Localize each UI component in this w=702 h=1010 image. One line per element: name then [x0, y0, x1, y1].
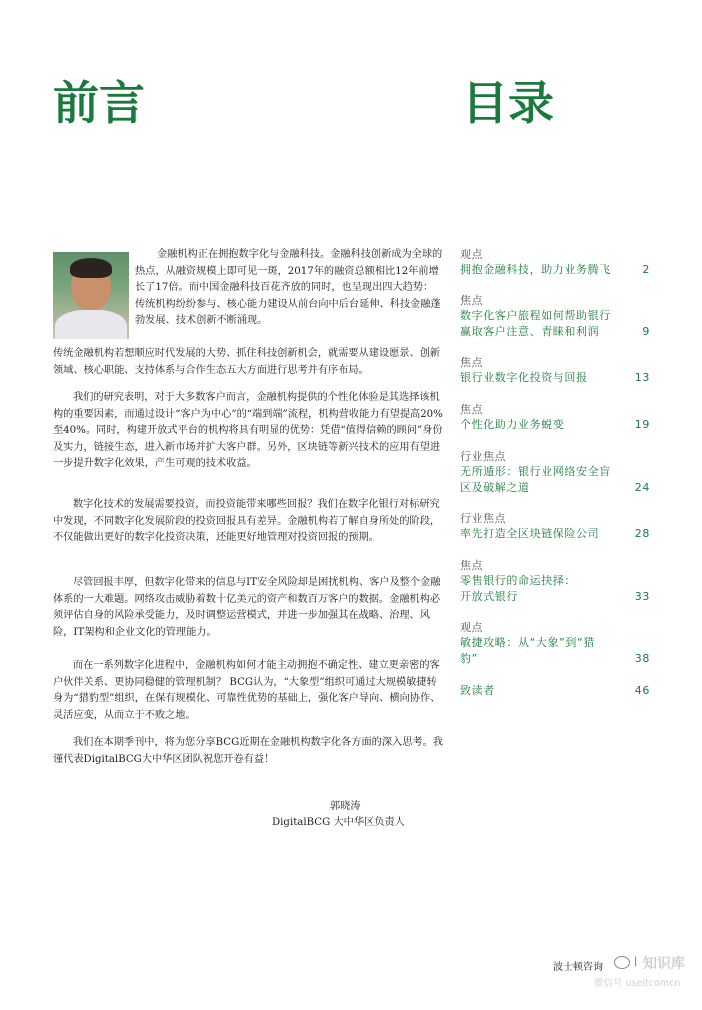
watermark-sub: 微信号 useitcomcn — [594, 978, 681, 989]
toc-title-line: 无所遁形：银行业网络安全盲 — [460, 465, 611, 478]
footer-separator: | — [634, 956, 638, 967]
signature-name: 郭晓涛 — [330, 801, 361, 812]
preface-paragraph-6: 我们在本期季刊中，将为您分享BCG近期在金融机构数字化各方面的深入思考。我谨代表DigitalBCG大中华区团队祝您开卷有益！ — [53, 737, 443, 765]
toc-category: 行业焦点 — [460, 512, 506, 525]
toc-page-number: 24 — [634, 481, 650, 494]
toc-title-line: 区及破解之道 — [460, 481, 530, 494]
toc-page-number: 9 — [642, 325, 650, 338]
toc-title-line: 赢取客户注意、青睐和利润 — [460, 325, 600, 338]
toc-category: 观点 — [460, 621, 483, 634]
footer-brand: 波士顿咨询 — [553, 962, 603, 973]
watermark-main: 知识库 — [643, 956, 685, 972]
toc-category: 行业焦点 — [460, 450, 506, 463]
toc-title — [460, 308, 650, 340]
toc-category: 焦点 — [460, 294, 483, 307]
toc-title-line: 零售银行的命运抉择： — [460, 574, 576, 587]
preface-heading: 前言 — [53, 76, 145, 130]
toc-entry[interactable] — [460, 449, 650, 496]
toc-entry[interactable] — [460, 511, 650, 542]
wechat-icon — [614, 956, 630, 969]
toc-category: 观点 — [460, 248, 483, 261]
toc-category: 焦点 — [460, 403, 483, 416]
preface-paragraph-1-cont: 传统金融机构若想顺应时代发展的大势、抓住科技创新机会，就需要从建设愿景、创新领域、核心职能、支持体系与合作生态五大方面进行思考并有序布局。 — [53, 348, 441, 376]
toc-entry[interactable] — [460, 620, 650, 667]
author-portrait — [53, 252, 129, 339]
toc-title-line: 致读者 — [460, 684, 495, 697]
toc-title-line: 豹” — [460, 652, 478, 665]
toc-page-number: 28 — [634, 527, 650, 540]
toc-category: 焦点 — [460, 356, 483, 369]
toc-heading: 目录 — [462, 76, 554, 130]
toc-page-number: 46 — [634, 684, 650, 697]
toc-title — [460, 683, 650, 699]
preface-paragraph-3: 数字化技术的发展需要投资，而投资能带来哪些回报？我们在数字化银行对标研究中发现，不同数字化发展阶段的投资回报具有差异。金融机构若了解自身所处的阶段，不仅能做出更好的数字化投资决策，还能更好地管理对投资回报的预期。 — [53, 499, 441, 543]
toc-title — [460, 370, 650, 386]
toc-title-line: 敏捷攻略：从“大象”到“猎 — [460, 636, 595, 649]
toc-page-number: 2 — [642, 263, 650, 276]
toc-title — [460, 464, 650, 496]
toc-title — [460, 635, 650, 667]
toc-title — [460, 262, 650, 278]
toc-entry[interactable] — [460, 558, 650, 605]
toc-entry[interactable] — [460, 355, 650, 386]
toc-category: 焦点 — [460, 559, 483, 572]
signature-title: DigitalBCG 大中华区负责人 — [272, 817, 405, 828]
toc-entry[interactable] — [460, 247, 650, 278]
toc-title-line: 银行业数字化投资与回报 — [460, 371, 588, 384]
toc-title — [460, 526, 650, 542]
toc-page-number: 38 — [634, 652, 650, 665]
toc-title-line: 开放式银行 — [460, 590, 518, 603]
toc-page-number: 33 — [634, 590, 650, 603]
toc-entry[interactable] — [460, 402, 650, 433]
toc-entry[interactable] — [460, 683, 650, 699]
toc-title-line: 个性化助力业务蜕变 — [460, 418, 565, 431]
preface-paragraph-2: 我们的研究表明，对于大多数客户而言，金融机构提供的个性化体验是其选择该机构的重要因素，而通过设计“客户为中心”的“端到端”流程，机构营收能力有望提高20%至40%。同时，构建开放式平台的机构将具有明显的优势：凭借“值得信赖的顾问”身份及实力，链接生态，进入新市场并扩大客户群。另外，区块链等新兴技术的应用有望进一步提升数字化效果，产生可观的技术收益。 — [53, 392, 443, 469]
toc-title — [460, 417, 650, 433]
preface-paragraph-4: 尽管回报丰厚，但数字化带来的信息与IT安全风险却是困扰机构、客户及整个金融体系的一大难题。网络攻击威胁着数十亿美元的资产和数百万客户的数据。金融机构必须评估自身的风险承受能力，及时调整运营模式，并进一步加强其在战略、治理、风险，IT架构和企业文化的管理能力。 — [53, 577, 441, 638]
toc-title-line: 率先打造全区块链保险公司 — [460, 527, 600, 540]
toc-title-line: 数字化客户旅程如何帮助银行 — [460, 309, 611, 322]
toc-entry[interactable] — [460, 293, 650, 340]
toc-page-number: 13 — [634, 371, 650, 384]
preface-paragraph-5: 而在一系列数字化进程中，金融机构如何才能主动拥抱不确定性、建立更亲密的客户伙伴关系、更协同稳健的管理机制？ BCG认为，“大象型”组织可通过大规模敏捷转身为“猎豹型”组织，在保有规模化、可靠性优势的基础上，强化客户导向、横向协作、灵活应变，从而立于不败之地。 — [53, 660, 441, 721]
toc-title-line: 拥抱金融科技，助力业务腾飞 — [460, 263, 611, 276]
preface-paragraph-1: 金融机构正在拥抱数字化与金融科技。金融科技创新成为全球的热点，从融资规模上即可见一斑，2017年的融资总额相比12年前增长了17倍。而中国金融科技百花齐放的同时，也呈现出四大趋势：传统机构纷纷参与、核心能力建设从前台向中后台延伸、科技金融蓬勃发展、技术创新不断涌现。 — [135, 249, 443, 326]
toc-title — [460, 573, 650, 605]
toc-page-number: 19 — [634, 418, 650, 431]
